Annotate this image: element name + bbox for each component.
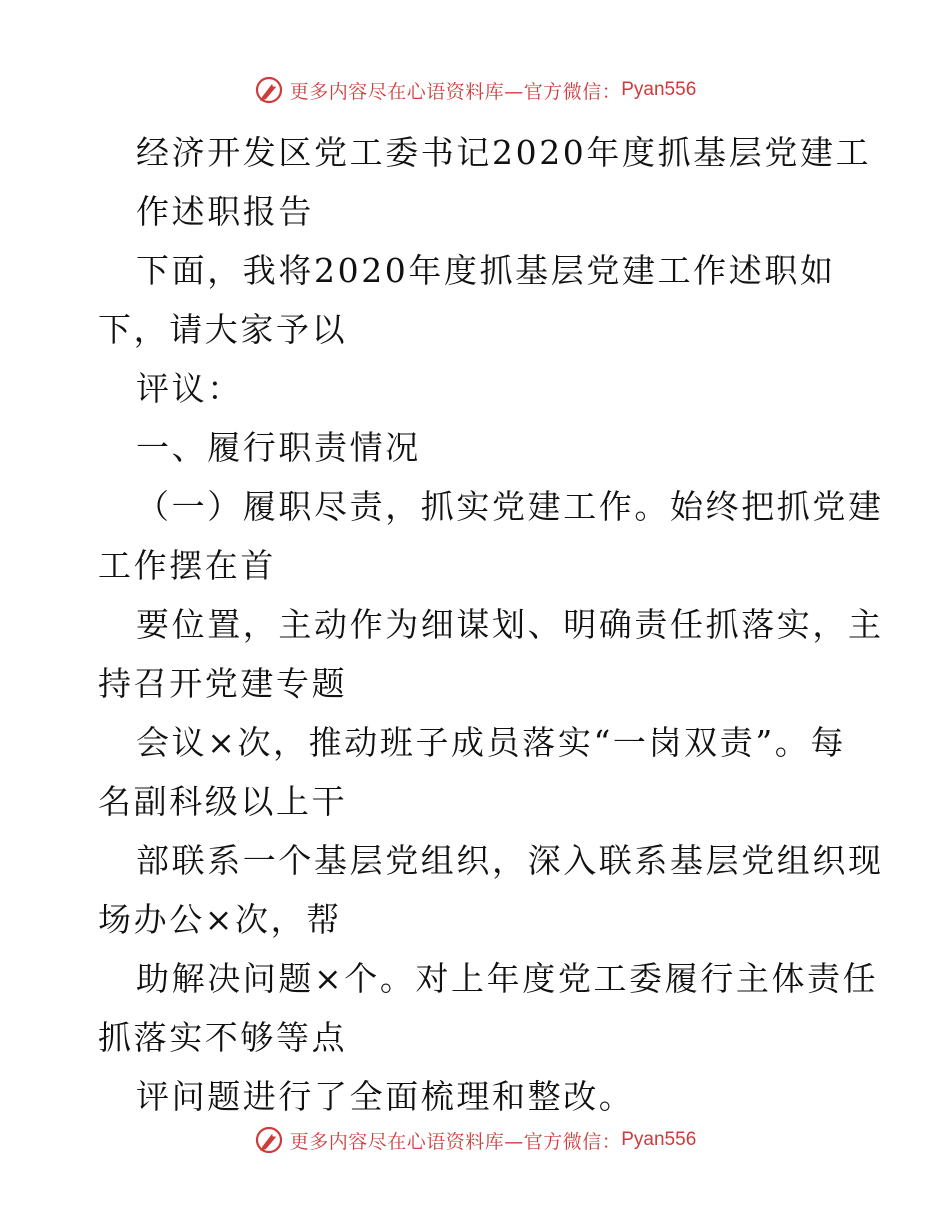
- document-line: 部联系一个基层党组织，深入联系基层党组织现: [136, 841, 884, 880]
- document-line: 助解决问题×个。对上年度党工委履行主体责任: [136, 959, 879, 998]
- footer-watermark-text: 更多内容尽在心语资料库—官方微信：: [289, 1130, 622, 1153]
- header-watermark-id: Pyan556: [621, 79, 697, 100]
- document-line: 下面，我将2020年度抓基层党建工作述职如: [136, 251, 836, 290]
- document-line: 工作摆在首: [98, 546, 276, 585]
- document-line: 抓落实不够等点: [98, 1018, 348, 1057]
- document-line: 作述职报告: [136, 192, 314, 231]
- header-watermark-text: 更多内容尽在心语资料库—官方微信：: [289, 80, 622, 103]
- document-line: 名副科级以上干: [98, 782, 348, 821]
- document-line: 要位置，主动作为细谋划、明确责任抓落实，主: [136, 605, 884, 644]
- document-line: 评议：: [136, 369, 243, 408]
- header-watermark: [0, 70, 950, 110]
- document-line: （一）履职尽责，抓实党建工作。始终把抓党建: [136, 487, 884, 526]
- document-line: 评问题进行了全面梳理和整改。: [136, 1077, 635, 1116]
- document-line: 一、履行职责情况: [136, 428, 421, 467]
- document-line: 下，请大家予以: [98, 310, 348, 349]
- document-body: [98, 123, 884, 1126]
- pen-nib-logo-icon: [254, 75, 284, 105]
- document-line: 经济开发区党工委书记2020年度抓基层党建工: [136, 133, 872, 172]
- document-line: 场办公×次，帮: [98, 900, 342, 939]
- pen-nib-logo-icon: [254, 1125, 284, 1155]
- footer-watermark-id: Pyan556: [621, 1129, 697, 1150]
- footer-watermark: [0, 1120, 950, 1160]
- document-line: 持召开党建专题: [98, 664, 348, 703]
- document-line: 会议×次，推动班子成员落实“一岗双责”。每: [136, 723, 846, 762]
